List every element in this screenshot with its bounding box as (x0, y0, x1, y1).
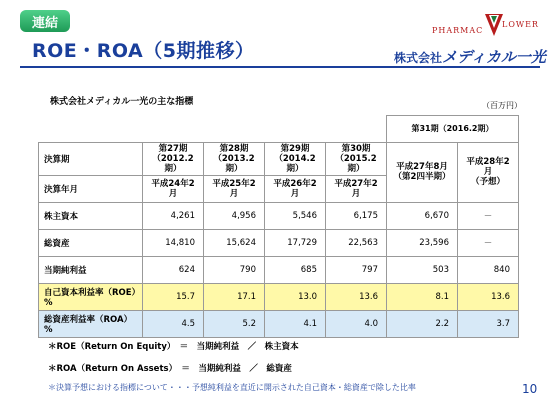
row-label-month: 決算年月 (39, 175, 143, 202)
row-label-roe: 自己資本利益率（ROE）% (39, 283, 143, 310)
net-income-cell: 685 (265, 256, 326, 283)
company-name (394, 46, 546, 67)
month-cell: 平成24年2月 (143, 175, 204, 202)
period-header: 第28期 （2013.2期） (204, 142, 265, 175)
equity-cell: 5,546 (265, 202, 326, 229)
net-income-cell: 790 (204, 256, 265, 283)
roe-formula: ＊ROE（Return On Equity） ＝ 当期純利益 ／ 株主資本 (48, 342, 299, 352)
consolidated-tag: 連結 (20, 10, 70, 32)
period-header-q2: 平成27年8月 （第2四半期） (387, 142, 458, 202)
month-cell: 平成25年2月 (204, 175, 265, 202)
company-main-name: メディカル一光 (442, 48, 546, 66)
table-title: 株式会社メディカル一光の主な指標 (50, 97, 194, 107)
flower-logo-icon (484, 12, 504, 38)
net-income-cell: 503 (387, 256, 458, 283)
roe-cell: 13.6 (458, 283, 519, 310)
roe-cell: 13.6 (326, 283, 387, 310)
row-label-period: 決算期 (39, 142, 143, 175)
equity-cell: 6,670 (387, 202, 458, 229)
roa-cell: 3.7 (458, 310, 519, 337)
table-row (39, 202, 519, 229)
month-cell: 平成27年2月 (326, 175, 387, 202)
unit-label: （百万円） (482, 101, 522, 110)
net-income-cell: 797 (326, 256, 387, 283)
period-header: 第29期 （2014.2期） (265, 142, 326, 175)
roa-cell: 4.5 (143, 310, 204, 337)
assets-cell: 23,596 (387, 229, 458, 256)
roe-cell: 13.0 (265, 283, 326, 310)
logo-text-lower: LOWER (502, 20, 539, 29)
month-cell: 平成26年2月 (265, 175, 326, 202)
roe-row (39, 283, 519, 310)
period-header: 第27期 （2012.2期） (143, 142, 204, 175)
company-prefix: 株式会社 (394, 51, 443, 65)
forecast-note: ＊決算予想における指標について・・・予想純利益を直近に開示された自己資本・総資産で除した比率 (48, 383, 416, 392)
assets-cell: 22,563 (326, 229, 387, 256)
row-label-net-income: 当期純利益 (39, 256, 143, 283)
roe-cell: 15.7 (143, 283, 204, 310)
roe-cell: 17.1 (204, 283, 265, 310)
equity-cell: － (458, 202, 519, 229)
row-label-assets: 総資産 (39, 229, 143, 256)
table-row (39, 142, 519, 175)
equity-cell: 6,175 (326, 202, 387, 229)
roa-cell: 5.2 (204, 310, 265, 337)
page-title: ROE・ROA（5期推移） (32, 40, 255, 62)
page-number: 10 (522, 382, 538, 396)
table-row (39, 229, 519, 256)
roa-cell: 2.2 (387, 310, 458, 337)
roa-row (39, 310, 519, 337)
net-income-cell: 840 (458, 256, 519, 283)
fy31-header: 第31期（2016.2期） (387, 116, 519, 143)
row-label-roa: 総資産利益率（ROA）% (39, 310, 143, 337)
equity-cell: 4,956 (204, 202, 265, 229)
net-income-cell: 624 (143, 256, 204, 283)
period-header: 第30期 （2015.2期） (326, 142, 387, 175)
table-row (39, 256, 519, 283)
assets-cell: 15,624 (204, 229, 265, 256)
assets-cell: － (458, 229, 519, 256)
assets-cell: 14,810 (143, 229, 204, 256)
roa-cell: 4.0 (326, 310, 387, 337)
roa-formula: ＊ROA（Return On Assets） ＝ 当期純利益 ／ 総資産 (48, 364, 292, 374)
assets-cell: 17,729 (265, 229, 326, 256)
equity-cell: 4,261 (143, 202, 204, 229)
roe-cell: 8.1 (387, 283, 458, 310)
roa-cell: 4.1 (265, 310, 326, 337)
row-label-equity: 株主資本 (39, 202, 143, 229)
merged-header-row (39, 116, 519, 143)
financial-indicators-table (38, 115, 519, 338)
logo-text-pharmac: PHARMAC (432, 26, 484, 35)
period-header-forecast: 平成28年2月 （予想） (458, 142, 519, 202)
